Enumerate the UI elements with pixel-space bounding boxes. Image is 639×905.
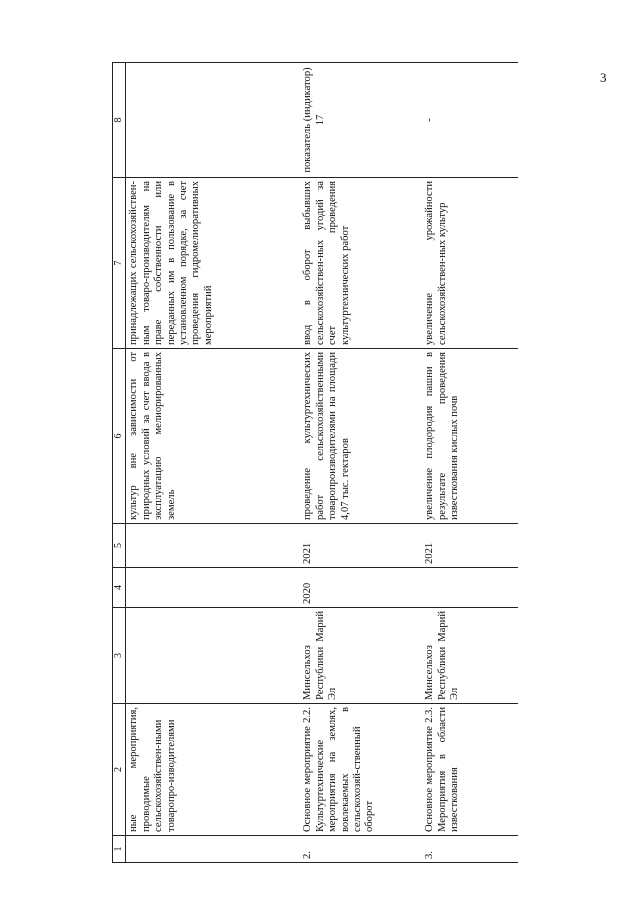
row-number: 3.: [422, 836, 518, 863]
expected-result: увеличение плодородия пашни в результате проведения известкования кислых почв: [422, 349, 518, 524]
row-number: [126, 836, 301, 863]
table-row: [126, 63, 301, 863]
column-header: 3: [113, 608, 126, 704]
column-header: 8: [113, 63, 126, 178]
column-header: 6: [113, 349, 126, 524]
expected-result: проведение культуртехнических работ сельскохозяйственными товаропроизводителями на площади 4,07 тыс. гектаров: [300, 349, 422, 524]
start-year: [422, 568, 518, 608]
consequence: принадлежащих сельскохозяйствен-ным товаро-производителям на праве собственности или переданных им в пользование в установленном порядке, за счет проведения гидромелиоративных мероприятий: [126, 178, 301, 349]
executor: Минсельхоз Республики Марий Эл: [422, 608, 518, 704]
measures-table: [112, 62, 518, 863]
executor: [126, 608, 301, 704]
end-year: 2021: [300, 524, 422, 568]
indicator-link: -: [422, 63, 518, 178]
measures-table-rotated: [112, 63, 520, 863]
indicator-link: показатель (индикатор) 17: [300, 63, 422, 178]
column-header: 5: [113, 524, 126, 568]
measure-name: Основное мероприятие 2.2. Культуртехнические мероприятия на землях, вовлекаемых в сельскохозяй-ственный оборот: [300, 704, 422, 836]
end-year: 2021: [422, 524, 518, 568]
measure-name: Основное мероприятие 2.3. Мероприятия в области известкования: [422, 704, 518, 836]
consequence: ввод в оборот выбывших сельскохозяйствен-ных угодий за счет проведения культуртехнических работ: [300, 178, 422, 349]
consequence: увеличение урожайности сельскохозяйствен-ных культур: [422, 178, 518, 349]
column-header: 7: [113, 178, 126, 349]
measure-name: ные мероприятия, проводимые сельскохозяйствен-ными товаропро-изводителями: [126, 704, 301, 836]
end-year: [126, 524, 301, 568]
indicator-link: [126, 63, 301, 178]
table-row: [300, 63, 422, 863]
start-year: [126, 568, 301, 608]
expected-result: культур вне зависимости от природных условий за счет ввода в эксплуатацию мелиорированных земель: [126, 349, 301, 524]
page-number: 3: [600, 70, 607, 85]
column-header: 4: [113, 568, 126, 608]
start-year: 2020: [300, 568, 422, 608]
row-number: 2.: [300, 836, 422, 863]
column-header: 1: [113, 836, 126, 863]
executor: Минсельхоз Республики Марий Эл: [300, 608, 422, 704]
table-header-row: [113, 63, 126, 863]
table-row: [422, 63, 518, 863]
column-header: 2: [113, 704, 126, 836]
